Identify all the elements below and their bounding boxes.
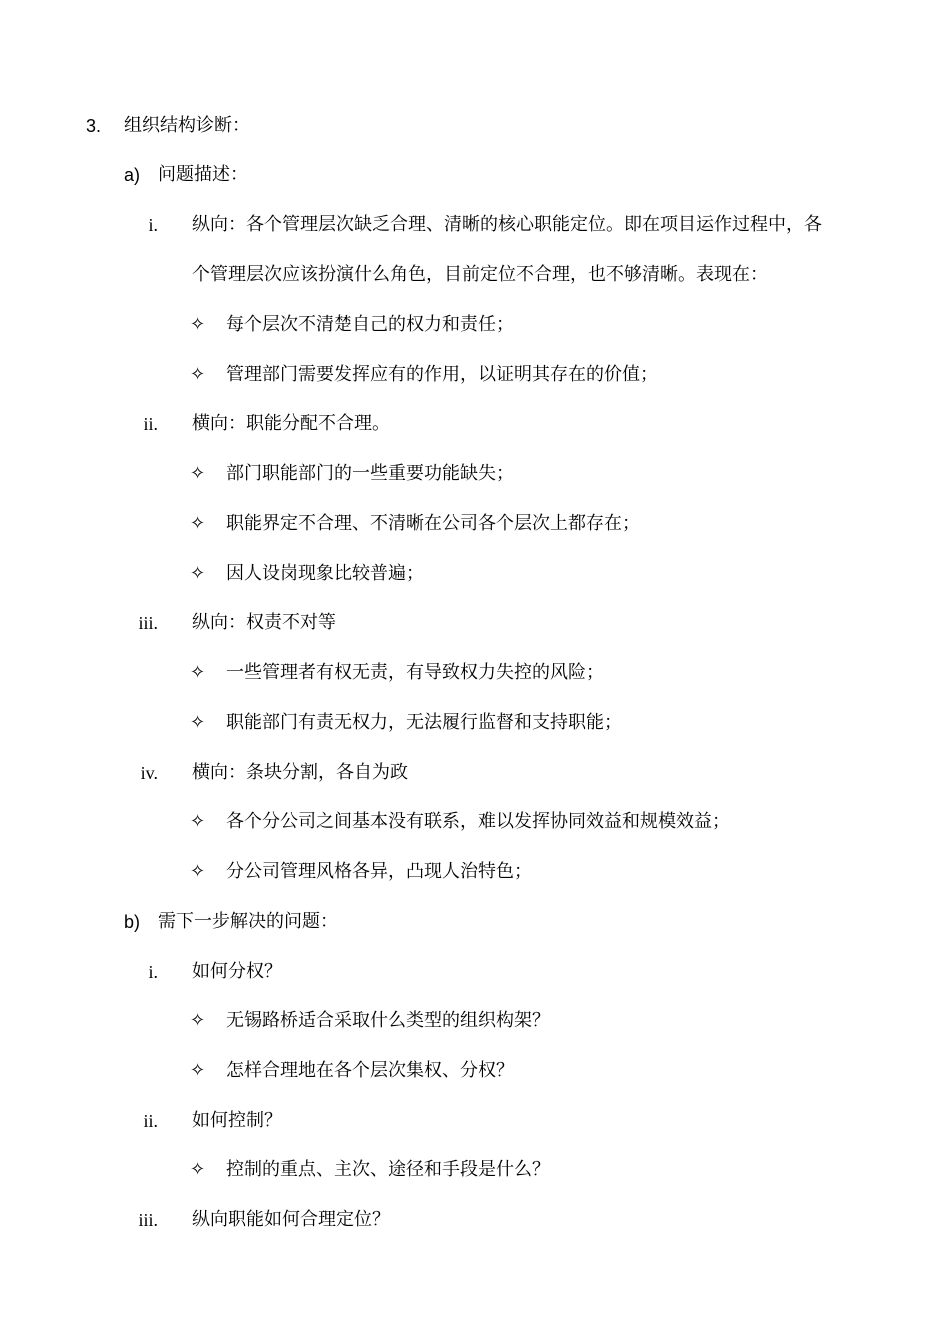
list-item-marker: i. xyxy=(148,962,158,982)
list-item-marker: ii. xyxy=(143,1111,158,1131)
star-bullet-icon: ✧ xyxy=(190,712,206,733)
bullet-text: 因人设岗现象比较普遍； xyxy=(226,563,424,584)
list-item-text: 如何控制？ xyxy=(192,1110,282,1131)
section-title: 组织结构诊断： xyxy=(124,115,250,136)
star-bullet-icon: ✧ xyxy=(190,364,206,385)
bullet-text: 每个层次不清楚自己的权力和责任； xyxy=(226,314,514,335)
star-bullet-icon: ✧ xyxy=(190,1159,206,1180)
bullet-text: 控制的重点、主次、途径和手段是什么？ xyxy=(226,1159,550,1180)
star-bullet-icon: ✧ xyxy=(190,314,206,335)
list-item-marker: ii. xyxy=(143,414,158,434)
list-item-marker: iv. xyxy=(140,763,158,783)
list-item-text: 横向：职能分配不合理。 xyxy=(192,413,390,434)
bullet-text: 分公司管理风格各异，凸现人治特色； xyxy=(226,861,532,882)
bullet-text: 各个分公司之间基本没有联系，难以发挥协同效益和规模效益； xyxy=(226,811,730,832)
list-item-text: 纵向：权责不对等 xyxy=(192,612,336,633)
subsection-marker: b) xyxy=(124,912,141,932)
star-bullet-icon: ✧ xyxy=(190,811,206,832)
star-bullet-icon: ✧ xyxy=(190,463,206,484)
subsection-title: 需下一步解决的问题： xyxy=(158,911,338,932)
subsection-marker: a) xyxy=(124,165,141,185)
list-item-text: 如何分权？ xyxy=(192,961,282,982)
list-item-text: 个管理层次应该扮演什么角色，目前定位不合理，也不够清晰。表现在： xyxy=(192,264,768,285)
bullet-text: 部门职能部门的一些重要功能缺失； xyxy=(226,463,514,484)
star-bullet-icon: ✧ xyxy=(190,1060,206,1081)
subsection-title: 问题描述： xyxy=(158,164,248,185)
bullet-text: 一些管理者有权无责，有导致权力失控的风险； xyxy=(226,662,604,683)
bullet-text: 怎样合理地在各个层次集权、分权？ xyxy=(226,1060,514,1081)
star-bullet-icon: ✧ xyxy=(190,563,206,584)
star-bullet-icon: ✧ xyxy=(190,1010,206,1031)
list-item-text: 纵向职能如何合理定位？ xyxy=(192,1209,390,1230)
bullet-text: 职能界定不合理、不清晰在公司各个层次上都存在； xyxy=(226,513,640,534)
list-item-text: 纵向：各个管理层次缺乏合理、清晰的核心职能定位。即在项目运作过程中，各 xyxy=(192,214,822,235)
star-bullet-icon: ✧ xyxy=(190,861,206,882)
bullet-text: 职能部门有责无权力，无法履行监督和支持职能； xyxy=(226,712,622,733)
list-item-marker: iii. xyxy=(138,613,158,633)
star-bullet-icon: ✧ xyxy=(190,662,206,683)
bullet-text: 管理部门需要发挥应有的作用，以证明其存在的价值； xyxy=(226,364,658,385)
list-item-marker: i. xyxy=(148,215,158,235)
star-bullet-icon: ✧ xyxy=(190,513,206,534)
list-item-marker: iii. xyxy=(138,1210,158,1230)
section-number: 3. xyxy=(86,116,102,136)
list-item-text: 横向：条块分割，各自为政 xyxy=(192,762,408,783)
bullet-text: 无锡路桥适合采取什么类型的组织构架？ xyxy=(226,1010,550,1031)
